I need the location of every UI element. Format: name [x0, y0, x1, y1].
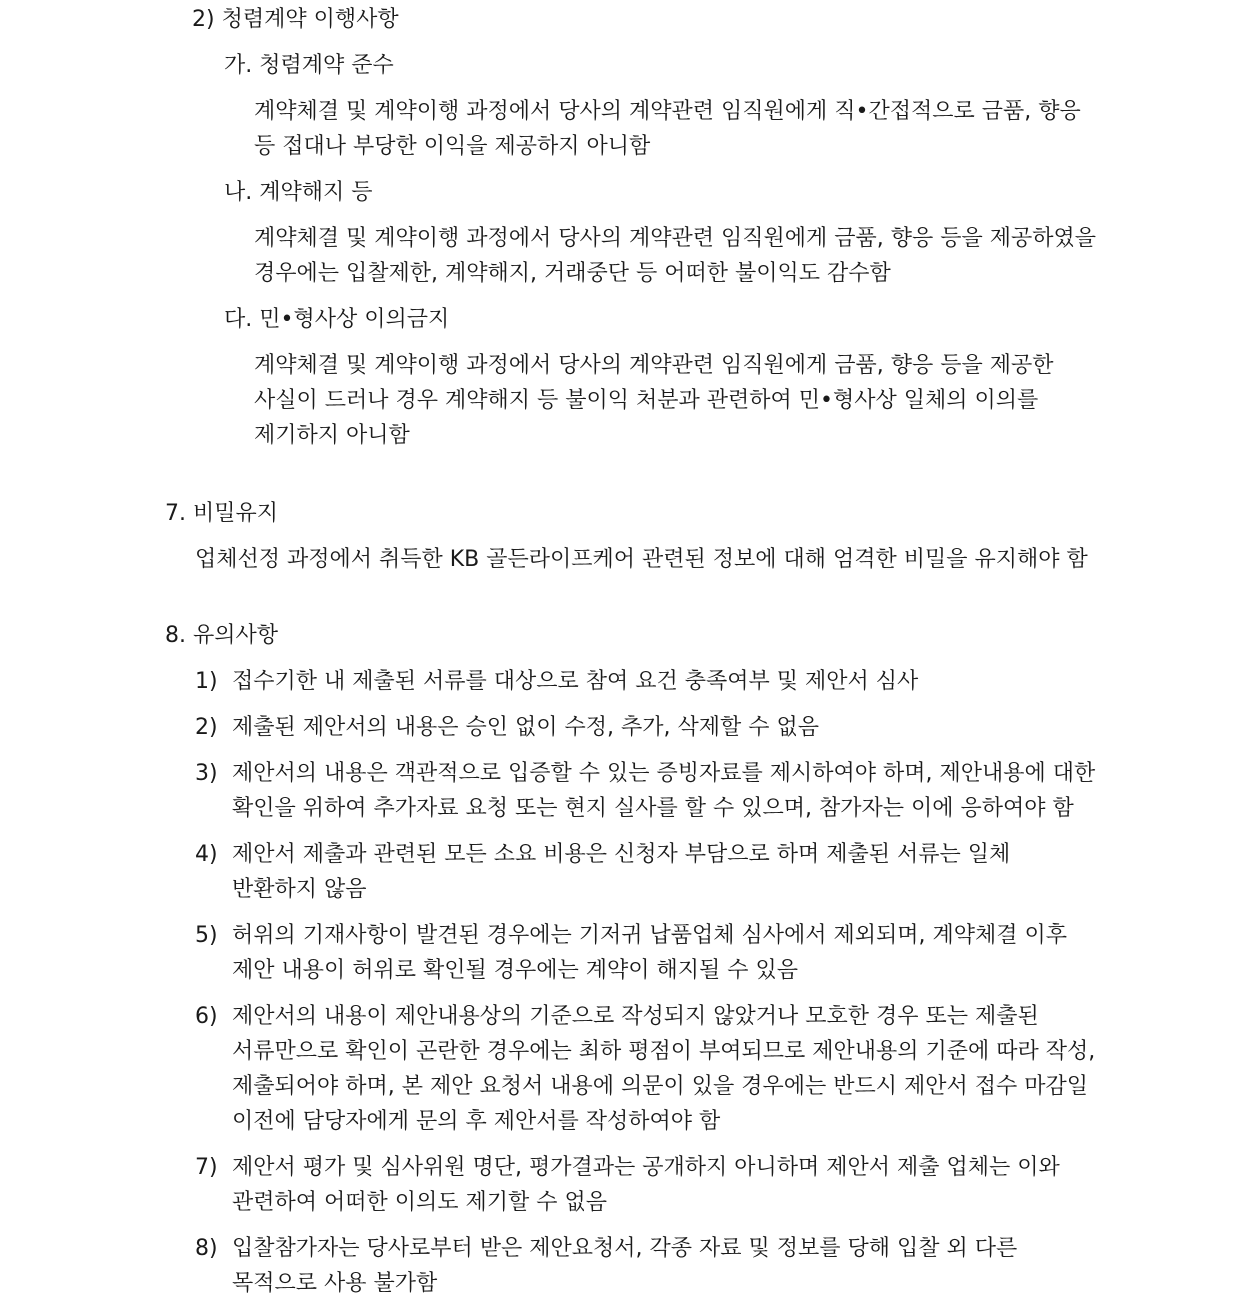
list-item-line: 서류만으로 확인이 곤란한 경우에는 최하 평점이 부여되므로 제안내용의 기준에 따라 작성,: [232, 1039, 1096, 1064]
list-item-number: 5): [195, 923, 218, 948]
list-item-number: 6): [195, 1004, 218, 1029]
list-item-number: 4): [195, 842, 218, 867]
list-item-line: 제안서 평가 및 심사위원 명단, 평가결과는 공개하지 아니하며 제안서 제출 업체는 이와: [232, 1155, 1060, 1180]
subsection-da-label: 다. 민•형사상 이의금지: [224, 307, 450, 332]
subsection-na-line: 경우에는 입찰제한, 계약해지, 거래중단 등 어떠한 불이익도 감수함: [254, 261, 891, 286]
list-item-number: 7): [195, 1155, 218, 1180]
list-item-number: 8): [195, 1236, 218, 1261]
list-item-line: 제안서의 내용은 객관적으로 입증할 수 있는 증빙자료를 제시하여야 하며, 제안내용에 대한: [232, 761, 1096, 786]
list-item-line: 반환하지 않음: [232, 877, 367, 902]
list-item-line: 입찰참가자는 당사로부터 받은 제안요청서, 각종 자료 및 정보를 당해 입찰 외 다른: [232, 1236, 1018, 1261]
list-item-line: 허위의 기재사항이 발견된 경우에는 기저귀 납품업체 심사에서 제외되며, 계약체결 이후: [232, 923, 1068, 948]
list-item-line: 이전에 담당자에게 문의 후 제안서를 작성하여야 함: [232, 1109, 721, 1134]
list-item-line: 제출된 제안서의 내용은 승인 없이 수정, 추가, 삭제할 수 없음: [232, 715, 819, 740]
subsection-da-line: 제기하지 아니함: [254, 423, 410, 448]
subsection-ga-line: 계약체결 및 계약이행 과정에서 당사의 계약관련 임직원에게 직•간접적으로 금품, 향응: [254, 99, 1081, 124]
subsection-da-line: 사실이 드러나 경우 계약해지 등 불이익 처분과 관련하여 민•형사상 일체의 이의를: [254, 388, 1039, 413]
subsection-ga-label: 가. 청렴계약 준수: [224, 53, 394, 78]
list-item-number: 1): [195, 669, 218, 694]
list-item-number: 3): [195, 761, 218, 786]
list-item-line: 제출되어야 하며, 본 제안 요청서 내용에 의문이 있을 경우에는 반드시 제안서 접수 마감일: [232, 1074, 1088, 1099]
list-item-line: 제안서의 내용이 제안내용상의 기준으로 작성되지 않았거나 모호한 경우 또는 제출된: [232, 1004, 1039, 1029]
list-item-number: 2): [195, 715, 218, 740]
subsection-ga-line: 등 접대나 부당한 이익을 제공하지 아니함: [254, 134, 651, 159]
list-item-line: 제안 내용이 허위로 확인될 경우에는 계약이 해지될 수 있음: [232, 958, 798, 983]
subsection-na-line: 계약체결 및 계약이행 과정에서 당사의 계약관련 임직원에게 금품, 향응 등을 제공하였을: [254, 226, 1096, 251]
section-8-heading: 8. 유의사항: [165, 623, 278, 648]
section-2-heading: 2) 청렴계약 이행사항: [192, 7, 399, 32]
section-7-body: 업체선정 과정에서 취득한 KB 골든라이프케어 관련된 정보에 대해 엄격한 비밀을 유지해야 함: [195, 547, 1088, 572]
list-item-line: 접수기한 내 제출된 서류를 대상으로 참여 요건 충족여부 및 제안서 심사: [232, 669, 919, 694]
section-7-heading: 7. 비밀유지: [165, 501, 278, 526]
list-item-line: 목적으로 사용 불가함: [232, 1271, 438, 1296]
list-item-line: 확인을 위하여 추가자료 요청 또는 현지 실사를 할 수 있으며, 참가자는 이에 응하여야 함: [232, 796, 1074, 821]
list-item-line: 관련하여 어떠한 이의도 제기할 수 없음: [232, 1190, 607, 1215]
subsection-na-label: 나. 계약해지 등: [224, 180, 373, 205]
subsection-da-line: 계약체결 및 계약이행 과정에서 당사의 계약관련 임직원에게 금품, 향응 등을 제공한: [254, 353, 1054, 378]
list-item-line: 제안서 제출과 관련된 모든 소요 비용은 신청자 부담으로 하며 제출된 서류는 일체: [232, 842, 1011, 867]
